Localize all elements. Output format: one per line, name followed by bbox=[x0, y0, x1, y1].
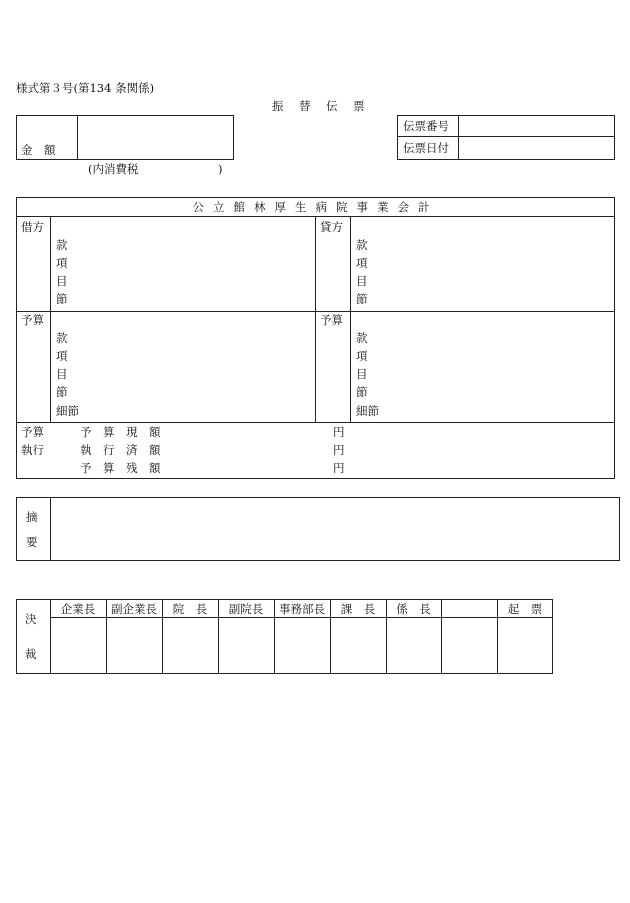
budget-right-item: 款 bbox=[356, 331, 368, 345]
amount-field[interactable] bbox=[78, 116, 233, 159]
debit-item: 款 bbox=[56, 238, 68, 252]
approval-col-header: 院 長 bbox=[172, 602, 208, 616]
budget-right-label: 予算 bbox=[320, 313, 343, 327]
summary-field[interactable] bbox=[51, 498, 619, 560]
credit-item: 項 bbox=[356, 256, 368, 270]
tax-note: (内消費税 bbox=[88, 162, 139, 176]
debit-item: 節 bbox=[56, 292, 68, 306]
budget-right-item: 節 bbox=[356, 385, 368, 399]
budget-right-item: 細節 bbox=[356, 404, 379, 418]
budget-left-item: 目 bbox=[56, 367, 68, 381]
summary-label-bottom: 要 bbox=[26, 535, 38, 549]
budget-left-item: 細節 bbox=[56, 404, 79, 418]
credit-label: 貸方 bbox=[320, 220, 343, 234]
seal-field[interactable] bbox=[442, 618, 496, 673]
approval-col-header: 副企業長 bbox=[111, 602, 157, 616]
approval-col-header: 係 長 bbox=[396, 602, 431, 616]
credit-item: 款 bbox=[356, 238, 368, 252]
approval-label-bottom: 裁 bbox=[25, 647, 37, 661]
approval-col-header: 起 票 bbox=[507, 602, 543, 616]
approval-label-top: 決 bbox=[25, 612, 37, 626]
budget-right-item: 項 bbox=[356, 349, 368, 363]
budget-left-item: 節 bbox=[56, 385, 68, 399]
page-title: 振 替 伝 票 bbox=[272, 99, 367, 113]
voucher-date-label: 伝票日付 bbox=[403, 141, 449, 155]
credit-item: 節 bbox=[356, 292, 368, 306]
seal-field[interactable] bbox=[163, 618, 217, 673]
execution-label-1: 予算 bbox=[21, 425, 44, 439]
form-number: 様式第３号(第134 条関係) bbox=[16, 81, 155, 95]
seal-field[interactable] bbox=[387, 618, 440, 673]
amount-label: 金 額 bbox=[21, 143, 56, 157]
execution-row-label: 予 算 現 額 bbox=[80, 425, 161, 439]
budget-left-label: 予算 bbox=[21, 313, 44, 327]
approval-col-header: 企業長 bbox=[60, 602, 96, 616]
seal-field[interactable] bbox=[331, 618, 385, 673]
budget-left-item: 款 bbox=[56, 331, 68, 345]
voucher-number-label: 伝票番号 bbox=[403, 119, 449, 133]
budget-right-item: 目 bbox=[356, 367, 368, 381]
tax-note-close: ) bbox=[218, 162, 223, 176]
execution-row-label: 執 行 済 額 bbox=[80, 443, 161, 457]
seal-field[interactable] bbox=[219, 618, 273, 673]
voucher-date-field[interactable] bbox=[459, 137, 614, 159]
execution-row-unit: 円 bbox=[333, 461, 345, 475]
voucher-number-field[interactable] bbox=[459, 116, 614, 135]
approval-col-header: 事務部長 bbox=[279, 602, 325, 616]
seal-field[interactable] bbox=[498, 618, 552, 673]
debit-label: 借方 bbox=[21, 220, 44, 234]
debit-item: 項 bbox=[56, 256, 68, 270]
approval-col-header: 課 長 bbox=[340, 602, 376, 616]
summary-label-top: 摘 bbox=[26, 510, 38, 524]
execution-row-unit: 円 bbox=[333, 443, 345, 457]
execution-label-2: 執行 bbox=[21, 443, 44, 457]
execution-row-unit: 円 bbox=[333, 425, 345, 439]
budget-left-item: 項 bbox=[56, 349, 68, 363]
seal-field[interactable] bbox=[107, 618, 161, 673]
debit-item: 目 bbox=[56, 274, 68, 288]
credit-item: 目 bbox=[356, 274, 368, 288]
execution-row-label: 予 算 残 額 bbox=[80, 461, 161, 475]
approval-col-header: 副院長 bbox=[228, 602, 264, 616]
seal-field[interactable] bbox=[275, 618, 329, 673]
account-header: 公立館林厚生病院事業会計 bbox=[192, 200, 439, 214]
seal-field[interactable] bbox=[51, 618, 105, 673]
